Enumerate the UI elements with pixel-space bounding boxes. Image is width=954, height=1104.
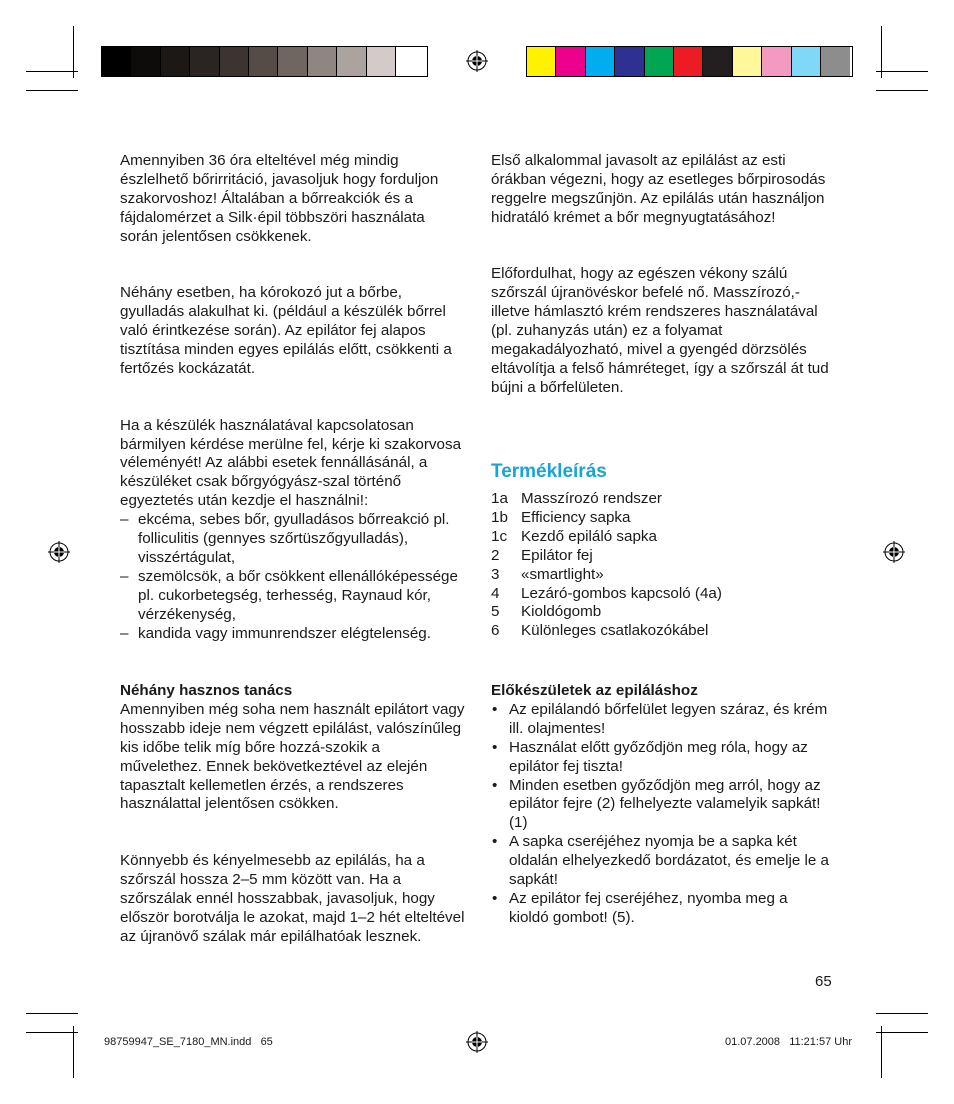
color-swatch [190, 47, 219, 76]
process-color-bar [526, 46, 853, 77]
color-swatch [527, 47, 556, 76]
color-swatch [821, 47, 850, 76]
color-swatch [367, 47, 396, 76]
crop-mark [26, 1013, 78, 1014]
list-marker: – [120, 511, 129, 529]
item-number: 2 [491, 546, 500, 564]
paragraph: Amennyiben még soha nem használt epilátort vagy hosszabb ideje nem végzett epilálást, valószínűleg kis időbe telik míg bőre hozzá-szokik a művelethez. Ennek bekövetkeztével az elején tapasztalt kellemetlen érzés, a rendszeres használattal jelentősen csökken. [120, 700, 465, 813]
registration-mark-icon [883, 541, 905, 563]
grayscale-color-bar [101, 46, 428, 77]
color-swatch [615, 47, 644, 76]
color-swatch [792, 47, 821, 76]
paragraph: Első alkalommal javasolt az epilálást az esti órákban végezni, hogy az esetleges bőrpirosodás reggelre megszűnjön. Az epilálás után használjon hidratáló krémet a bőr megnyugtatásához! [491, 152, 826, 226]
list-item [491, 547, 831, 566]
list-item-text: szemölcsök, a bőr csökkent ellenállóképessége pl. cukorbetegség, terhesség, Raynaud kór, vérzékenység, [138, 567, 458, 623]
item-label: Lezáró-gombos kapcsoló (4a) [521, 584, 722, 602]
product-description [491, 460, 831, 641]
color-swatch [586, 47, 615, 76]
item-label: Kioldógomb [521, 603, 602, 621]
page-number: 65 [815, 973, 832, 990]
crop-mark [876, 1032, 928, 1033]
paragraph: Néhány esetben, ha kórokozó jut a bőrbe, gyulladás alakulhat ki. (például a készülék bőrrel való érintkezése során). Az epilátor fej alapos tisztítása minden egyes epilálás előtt, csökkenti a fertőzés kockázatát. [120, 284, 452, 377]
color-swatch [337, 47, 366, 76]
preparation-list [491, 701, 831, 928]
list-item [491, 509, 831, 528]
list-item-text: ekcéma, sebes bőr, gyulladásos bőrreakció pl. folliculitis (gennyes szőrtüszőgyulladás), visszértágulat, [138, 511, 450, 566]
list-item-text: Minden esetben győződjön meg arról, hogy az epilátor fejre (2) felhelyezte valamelyik sapkát! (1) [509, 776, 821, 832]
list-item [491, 622, 831, 641]
color-swatch [396, 47, 425, 76]
paragraph: Amennyiben 36 óra elteltével még mindig észlelhető bőrirritáció, javasoljuk hogy forduljon szakorvoshoz! Általában a bőrreakciók és a fájdalomérzet a Silk·épil többszöri használata során jelentősen csökkenek. [120, 152, 439, 245]
color-swatch [161, 47, 190, 76]
item-number: 5 [491, 603, 500, 621]
item-label: Különleges csatlakozókábel [521, 622, 709, 640]
registration-mark-icon [466, 1031, 488, 1053]
item-number: 6 [491, 622, 500, 640]
contraindication-list [120, 511, 465, 643]
right-column [491, 152, 831, 398]
color-swatch [703, 47, 732, 76]
list-item [120, 511, 465, 568]
list-item-text: Az epilátor fej cseréjéhez, nyomba meg a kioldó gombot! (5). [509, 889, 788, 926]
paragraph: Előfordulhat, hogy az egészen vékony szálú szőrszál újranövéskor befelé nő. Masszírozó,- illetve hámlasztó krém rendszeres használatával (pl. zuhanyzás után) ez a folyamat megakadályozható, mivel a gyengéd dörzsölés eltávolítja a felső hámréteget, így a szőrszál át tud bújni a bőrfelületen. [491, 265, 829, 396]
color-swatch [278, 47, 307, 76]
color-swatch [220, 47, 249, 76]
list-item [491, 603, 831, 622]
list-item [120, 568, 465, 625]
item-number: 1b [491, 508, 508, 526]
bullet-marker: • [492, 700, 498, 718]
paragraph: Könnyebb és kényelmesebb az epilálás, ha a szőrszál hossza 2–5 mm között van. Ha a szőrszálak ennél hosszabbak, javasoljuk, hogy először borotválja le azokat, majd 1–2 hét elteltével az újranövő szálak már epilálhatóak lesznek. [120, 852, 465, 945]
section-title: Termékleírás [491, 461, 607, 482]
item-label: «smartlight» [521, 565, 604, 583]
list-item-text: kandida vagy immunrendszer elégtelenség. [138, 624, 431, 642]
color-swatch [102, 47, 131, 76]
color-swatch [762, 47, 791, 76]
bullet-marker: • [492, 776, 498, 794]
tips-heading: Néhány hasznos tanács [120, 682, 293, 699]
list-item-text: A sapka cseréjéhez nyomja be a sapka két oldalán elhelyezkedő bordázatot, és emelje le a sapkát! [509, 833, 829, 889]
crop-mark [26, 1032, 78, 1033]
list-item [491, 585, 831, 604]
item-label: Masszírozó rendszer [521, 490, 662, 507]
bullet-marker: • [492, 833, 498, 851]
product-parts-list [491, 490, 831, 641]
list-item [120, 625, 465, 644]
item-number: 1c [491, 527, 508, 545]
color-swatch [249, 47, 278, 76]
list-item [491, 833, 831, 890]
crop-mark [876, 90, 928, 91]
item-number: 3 [491, 565, 500, 583]
preparation-heading: Előkészületek az epiláláshoz [491, 682, 698, 699]
color-swatch [131, 47, 160, 76]
registration-mark-icon [48, 541, 70, 563]
bullet-marker: • [492, 738, 498, 756]
color-swatch [556, 47, 585, 76]
tips-section [120, 682, 465, 947]
list-item [491, 701, 831, 739]
color-swatch [674, 47, 703, 76]
list-marker: – [120, 624, 129, 642]
paragraph: Ha a készülék használatával kapcsolatosan bármilyen kérdése merülne fel, kérje ki szakorvosa véleményét! Az alábbi esetek fennállásánál, a készüléket csak bőrgyógyász-szal történő egyeztetés után kezdje el használni!: [120, 416, 462, 510]
list-item [491, 566, 831, 585]
crop-mark [881, 1026, 882, 1078]
item-label: Efficiency sapka [521, 508, 631, 526]
crop-mark [876, 71, 928, 72]
footer-filename: 98759947_SE_7180_MN.indd 65 [104, 1036, 273, 1048]
color-swatch [733, 47, 762, 76]
list-item-text: Az epilálandó bőrfelület legyen száraz, és krém ill. olajmentes! [509, 700, 828, 737]
list-item [491, 490, 831, 509]
list-item [491, 777, 831, 834]
preparation-section [491, 682, 831, 928]
list-item [491, 739, 831, 777]
footer-timestamp: 01.07.2008 11:21:57 Uhr [724, 1036, 852, 1048]
crop-mark [876, 1013, 928, 1014]
bullet-marker: • [492, 889, 498, 907]
item-label: Epilátor fej [521, 546, 593, 564]
crop-mark [26, 71, 78, 72]
item-number: 4 [491, 584, 500, 602]
color-swatch [645, 47, 674, 76]
color-swatch [308, 47, 337, 76]
item-label: Kezdő epiláló sapka [521, 527, 657, 545]
registration-mark-icon [466, 50, 488, 72]
crop-mark [26, 90, 78, 91]
crop-mark [73, 1026, 74, 1078]
list-item-text: Használat előtt győződjön meg róla, hogy az epilátor fej tiszta! [509, 738, 808, 775]
list-marker: – [120, 567, 129, 585]
list-item [491, 890, 831, 928]
item-number: 1a [491, 490, 508, 507]
left-column [120, 152, 465, 644]
list-item [491, 528, 831, 547]
